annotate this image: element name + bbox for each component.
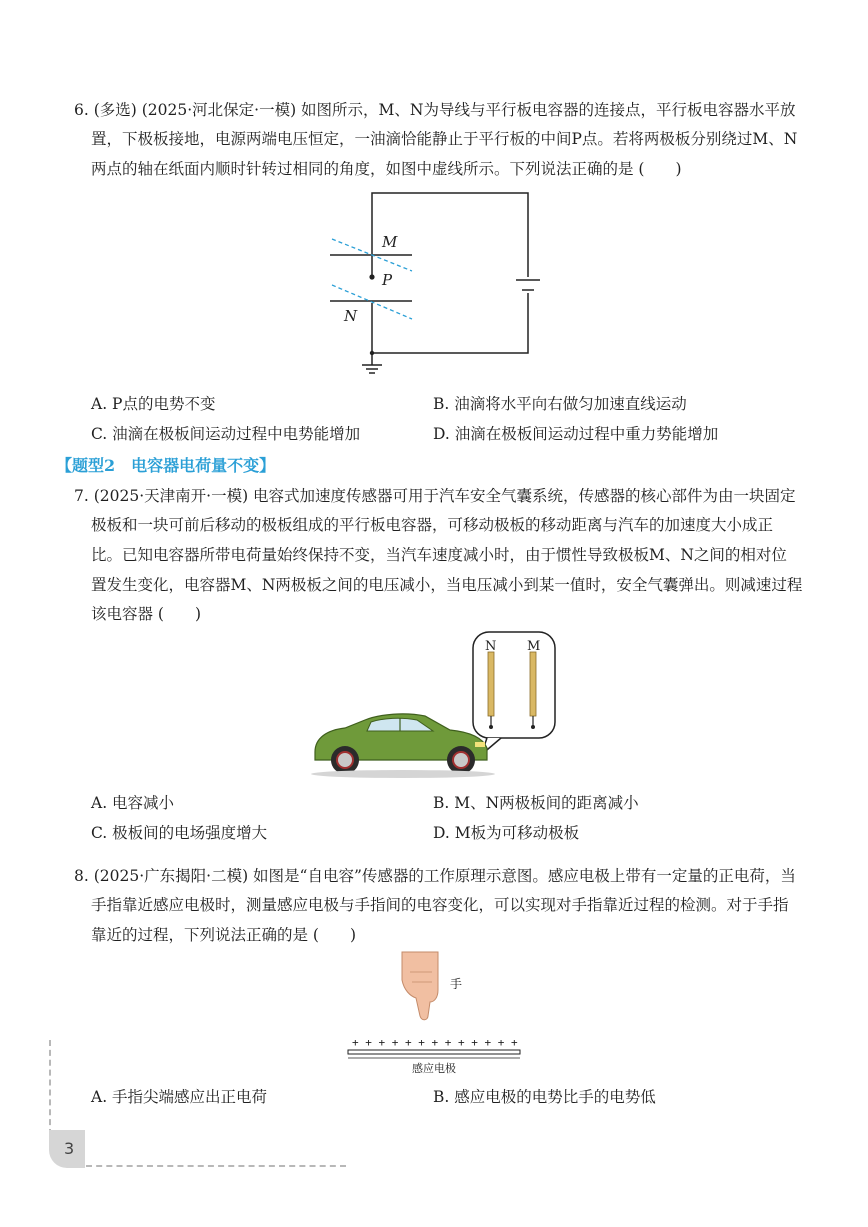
electrode-label: 感应电极 [412, 1062, 456, 1075]
finger-icon [402, 952, 438, 1020]
positive-charges: + + + + + + + + + + + + + [352, 1036, 518, 1049]
q6-text-line-3: 两点的轴在纸面内顺时针转过相同的角度，如图中虚线所示。下列说法正确的是 ( ) [91, 160, 682, 178]
ground-junction [370, 351, 374, 355]
section-heading: 【题型2 电容器电荷量不变】 [56, 456, 276, 475]
plate-m [530, 652, 536, 716]
self-capacitance-sensor-diagram [340, 950, 530, 1075]
q6-text-line-1: 6. (多选) (2025·河北保定·一模) 如图所示，M、N为导线与平行板电容器的连接点，平行板电容器水平放 [74, 101, 796, 119]
q7-option-c[interactable]: C. 极板间的电场强度增大 [91, 824, 268, 842]
q6-option-d[interactable]: D. 油滴在极板间运动过程中重力势能增加 [433, 425, 719, 443]
q7-text-line-4: 置发生变化，电容器M、N两极板之间的电压减小，当电压减小到某一值时，安全气囊弹出。则减速过程 [91, 576, 803, 594]
q8-text-line-2: 手指靠近感应电极时，测量感应电极与手指间的电容变化，可以实现对手指靠近过程的检测。对于手指 [91, 896, 789, 914]
q8-text-line-3: 靠近的过程，下列说法正确的是 ( ) [91, 926, 357, 944]
capacitor-circuit-diagram [320, 185, 540, 385]
q8-option-a[interactable]: A. 手指尖端感应出正电荷 [91, 1088, 268, 1106]
label-m: M [382, 233, 398, 251]
q7-option-d[interactable]: D. M板为可移动极板 [433, 824, 580, 842]
plate-m-label: M [527, 639, 541, 654]
q7-text-line-2: 极板和一块可前后移动的极板组成的平行板电容器，可移动极板的移动距离与汽车的加速度大小成正 [91, 516, 774, 534]
q6-text-line-2: 置，下极板接地，电源两端电压恒定，一油滴恰能静止于平行板的中间P点。若将两极板分别绕过M、N [91, 130, 798, 148]
car-sensor-illustration [305, 630, 565, 782]
q6-option-c[interactable]: C. 油滴在极板间运动过程中电势能增加 [91, 425, 361, 443]
sensing-electrode [348, 1050, 520, 1054]
page-number: 3 [64, 1139, 75, 1158]
q8-text-line-1: 8. (2025·广东揭阳·二模) 如图是“自电容”传感器的工作原理示意图。感应电极上带有一定量的正电荷，当 [74, 867, 796, 885]
circuit-bottom-wire [372, 293, 528, 353]
label-n: N [344, 307, 358, 325]
label-p: P [382, 271, 393, 289]
plate-n-label: N [485, 639, 497, 654]
oil-drop-point [369, 274, 374, 279]
q7-option-b[interactable]: B. M、N两极板间的距离减小 [433, 794, 639, 812]
left-margin-dashed-line [49, 1040, 51, 1135]
q7-option-a[interactable]: A. 电容减小 [91, 794, 175, 812]
car-icon [311, 714, 495, 778]
q7-text-line-1: 7. (2025·天津南开·一模) 电容式加速度传感器可用于汽车安全气囊系统，传感器的核心部件为由一块固定 [74, 487, 796, 505]
q7-text-line-3: 比。已知电容器所带电荷量始终保持不变，当汽车速度减小时，由于惯性导致极板M、N之间的相对位 [91, 546, 787, 564]
q6-option-b[interactable]: B. 油滴将水平向右做匀加速直线运动 [433, 395, 687, 413]
q7-text-line-5: 该电容器 ( ) [91, 605, 202, 623]
hand-label: 手 [450, 977, 463, 991]
q6-option-a[interactable]: A. P点的电势不变 [91, 395, 216, 413]
footer-dashed-line [86, 1165, 346, 1167]
plate-n [488, 652, 494, 716]
q8-option-b[interactable]: B. 感应电极的电势比手的电势低 [433, 1088, 656, 1106]
